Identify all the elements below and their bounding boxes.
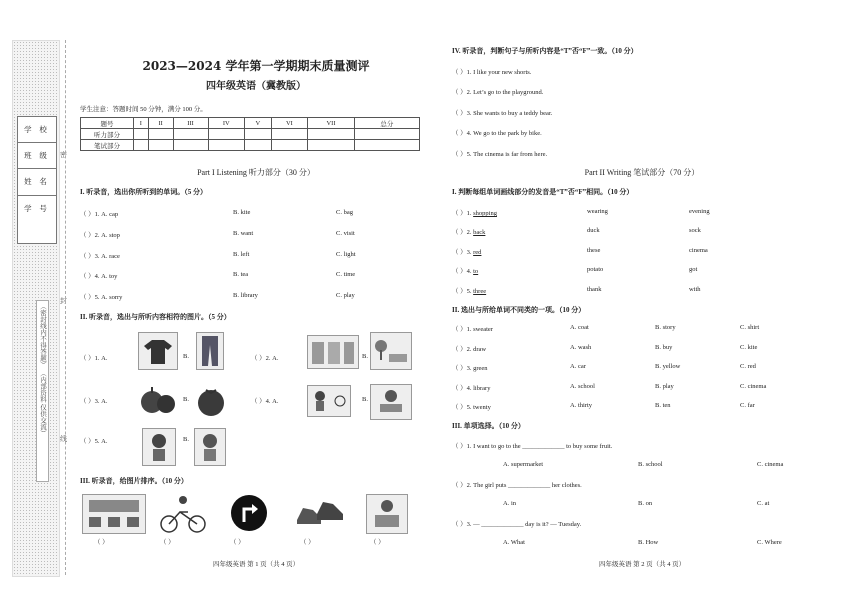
seal-char-3: 线 xyxy=(60,435,67,443)
s2-q3-b: B. xyxy=(183,396,189,403)
s1-item-3-b: B. left xyxy=(233,251,250,258)
score-header-cell: II xyxy=(148,118,173,129)
s7-q1-c: C. cinema xyxy=(757,461,784,468)
tomatoes-image xyxy=(194,384,228,418)
park-icon xyxy=(373,336,409,366)
s5-num: （ ）2. xyxy=(452,229,474,236)
boy-eating-image xyxy=(194,428,226,466)
girl-icon xyxy=(145,431,173,463)
seal-char-1: 密 xyxy=(60,151,67,159)
s4-item-4: （ ）4. We go to the park by bike. xyxy=(452,130,542,137)
reading-icon xyxy=(374,387,408,417)
shelves-icon xyxy=(310,338,356,366)
s5-word-a: shopping xyxy=(473,210,497,217)
trousers-icon xyxy=(201,335,219,367)
score-row-label: 笔试部分 xyxy=(81,140,134,151)
s5-item-5 xyxy=(452,286,486,295)
s1-item-4: （ ）4. A. toy xyxy=(80,273,118,280)
s6-item-3-b: B. yellow xyxy=(655,363,681,370)
trousers-image xyxy=(196,332,224,370)
s1-item-1-c: C. bag xyxy=(336,209,353,216)
s3-blank-4: （ ） xyxy=(300,539,315,546)
student-id-field: 学 号 xyxy=(24,203,50,213)
score-header-cell: I xyxy=(134,118,149,129)
s7-q3: （ ）3. — _____________ day is it? — Tuesday. xyxy=(452,521,582,528)
s4-item-3: （ ）3. She wants to buy a teddy bear. xyxy=(452,110,553,117)
s1-item-2-c: C. visit xyxy=(336,230,355,237)
seal-note-text: （密封线内不得答题） xyxy=(39,303,46,368)
s6-item-2-a: A. wash xyxy=(570,344,592,351)
s5-item-1-b: wearing xyxy=(587,208,608,215)
s6-item-5-b: B. ten xyxy=(655,402,671,409)
s6-item-4: （ ）4. library xyxy=(452,385,491,392)
section1-title: I. 听录音，选出你所听到的单词。（5 分） xyxy=(80,188,207,196)
seal-line xyxy=(65,40,67,575)
s2-q1: （ ）1. A. xyxy=(80,355,108,362)
boy-icon xyxy=(197,431,223,463)
s1-item-1: （ ）1. A. cap xyxy=(80,211,119,218)
s6-item-3: （ ）3. green xyxy=(452,365,488,372)
part1-heading: Part I Listening 听力部分（30 分） xyxy=(197,168,315,177)
section6-title: II. 选出与所给单词不同类的一项。（10 分） xyxy=(452,306,586,314)
apple-icon xyxy=(138,384,178,416)
section2-title: II. 听录音，选出与所听内容相符的图片。（5 分） xyxy=(80,313,231,321)
s6-item-5-c: C. far xyxy=(740,402,755,409)
s5-item-2 xyxy=(452,227,485,236)
s7-q3-b: B. How xyxy=(638,539,659,546)
school-field: 学 校 xyxy=(18,117,56,143)
s6-item-4-a: A. school xyxy=(570,383,595,390)
section4-title: IV. 听录音，判断句子与所听内容是“T”否“F”一致。（10 分） xyxy=(452,47,638,55)
s2-q1-b: B. xyxy=(183,353,189,360)
s7-q1: （ ）1. I want to go to the _____________ to buy some fruit. xyxy=(452,443,613,450)
s5-item-3-c: cinema xyxy=(689,247,708,254)
s3-blank-3: （ ） xyxy=(230,539,245,546)
s5-word-a: red xyxy=(473,249,482,256)
s5-num: （ ）4. xyxy=(452,268,474,275)
seal-char-2: 封 xyxy=(60,297,67,305)
s5-item-2-b: duck xyxy=(587,227,600,234)
s5-num: （ ）1. xyxy=(452,210,474,217)
s5-item-3-b: these xyxy=(587,247,601,254)
turn-right-sign-image xyxy=(230,494,268,532)
score-header-cell: V xyxy=(245,118,272,129)
s1-item-5-c: C. play xyxy=(336,292,355,299)
score-header-cell: IV xyxy=(208,118,245,129)
score-header-cell: VI xyxy=(271,118,308,129)
section7-title: III. 单项选择。（10 分） xyxy=(452,422,525,430)
class-field: 班 级 xyxy=(18,143,56,169)
s5-word-a: to xyxy=(473,268,479,275)
s1-item-3-c: C. light xyxy=(336,251,356,258)
boy-book-image xyxy=(366,494,408,534)
s5-word-a: back xyxy=(473,229,486,236)
sweater-icon xyxy=(143,336,173,366)
s6-item-1: （ ）1. sweater xyxy=(452,326,493,333)
s6-item-5-a: A. thirty xyxy=(570,402,593,409)
s6-item-2: （ ）2. draw xyxy=(452,346,487,353)
student-info-box xyxy=(17,116,57,244)
s7-q1-a: A. supermarket xyxy=(503,461,544,468)
apples-image xyxy=(138,384,178,416)
s7-q2: （ ）2. The girl puts _____________ her clothes. xyxy=(452,482,582,489)
s1-item-5: （ ）5. A. sorry xyxy=(80,294,123,301)
part2-heading: Part II Writing 笔试部分（70 分） xyxy=(584,168,700,177)
score-header-cell: III xyxy=(173,118,208,129)
s1-item-2-b: B. want xyxy=(233,230,254,237)
s3-blank-2: （ ） xyxy=(160,539,175,546)
book-icon xyxy=(370,497,404,531)
park-image xyxy=(370,332,412,370)
s6-item-4-c: C. cinema xyxy=(740,383,767,390)
s6-item-2-b: B. buy xyxy=(655,344,673,351)
s5-item-5-b: thank xyxy=(587,286,602,293)
s2-q5-b: B. xyxy=(183,436,189,443)
s4-item-1: （ ）1. I like your new shorts. xyxy=(452,69,532,76)
turn-right-icon xyxy=(230,494,268,532)
s1-item-2: （ ）2. A. stop xyxy=(80,232,120,239)
s3-blank-5: （ ） xyxy=(370,539,385,546)
girl-eating-image xyxy=(142,428,176,466)
boy-reading-image xyxy=(370,384,412,420)
score-header-cell: 题号 xyxy=(81,118,134,129)
s5-item-1 xyxy=(452,208,497,217)
page-title: 2023—2024 学年第一学期期末质量测评 xyxy=(142,59,370,73)
s5-item-4-b: potato xyxy=(587,266,604,273)
s3-blank-1: （ ） xyxy=(94,539,109,546)
score-header-cell: 总分 xyxy=(354,118,419,129)
s7-q3-c: C. Where xyxy=(757,539,782,546)
shoes-image xyxy=(295,496,345,530)
s1-item-5-b: B. library xyxy=(233,292,258,299)
s5-item-1-c: evening xyxy=(689,208,710,215)
section5-title: I. 判断每组单词画线部分的发音是“T”否“F”相同。（10 分） xyxy=(452,188,634,196)
s6-item-2-c: C. kite xyxy=(740,344,758,351)
cycling-image xyxy=(158,492,208,534)
score-table xyxy=(80,117,420,151)
section3-title: III. 听录音，给图片排序。（10 分） xyxy=(80,477,188,485)
s7-q2-a: A. in xyxy=(503,500,516,507)
bike-icon xyxy=(158,492,208,534)
s2-q2-b: B. xyxy=(362,353,368,360)
s2-q2: （ ）2. A. xyxy=(251,355,279,362)
s7-q1-b: B. school xyxy=(638,461,663,468)
s6-item-3-c: C. red xyxy=(740,363,756,370)
s1-item-3: （ ）3. A. race xyxy=(80,253,120,260)
s5-item-2-c: sock xyxy=(689,227,701,234)
s6-item-1-a: A. coat xyxy=(570,324,589,331)
s2-q4: （ ）4. A. xyxy=(251,398,279,405)
s2-q4-b: B. xyxy=(362,396,368,403)
s5-num: （ ）5. xyxy=(452,288,474,295)
s5-word-a: three xyxy=(473,288,487,295)
s5-num: （ ）3. xyxy=(452,249,474,256)
s4-item-2: （ ）2. Let’s go to the playground. xyxy=(452,89,544,96)
s4-item-5: （ ）5. The cinema is far from here. xyxy=(452,151,548,158)
s6-item-5: （ ）5. twenty xyxy=(452,404,491,411)
s7-q3-a: A. What xyxy=(503,539,525,546)
s1-item-4-b: B. tea xyxy=(233,271,249,278)
seal-note xyxy=(36,300,49,482)
page-subtitle: 四年级英语（冀教版） xyxy=(206,81,306,92)
classroom-image xyxy=(82,494,146,534)
s5-item-5-c: with xyxy=(689,286,701,293)
s6-item-1-b: B. story xyxy=(655,324,676,331)
s5-item-4-c: got xyxy=(689,266,698,273)
s5-item-4 xyxy=(452,266,478,275)
s2-q3: （ ）3. A. xyxy=(80,398,108,405)
boy-sign-icon xyxy=(310,388,348,414)
s1-item-4-c: C. time xyxy=(336,271,356,278)
classroom-icon xyxy=(85,497,143,531)
tomato-icon xyxy=(194,384,228,418)
score-header-cell: VII xyxy=(308,118,355,129)
s5-item-3 xyxy=(452,247,481,256)
s2-q5: （ ）5. A. xyxy=(80,438,108,445)
s6-item-3-a: A. car xyxy=(570,363,586,370)
name-field: 姓 名 xyxy=(18,169,56,195)
s7-q2-b: B. on xyxy=(638,500,653,507)
score-row-label: 听力部分 xyxy=(81,129,134,140)
page2-footer: 四年级英语 第 2 页（共 4 页） xyxy=(598,561,686,568)
internal-note-text: （内部资料 仅供交流） xyxy=(39,369,46,437)
page1-footer: 四年级英语 第 1 页（共 4 页） xyxy=(212,561,300,568)
notice: 学生注意：答题时间 50 分钟，满分 100 分。 xyxy=(80,106,207,113)
supermarket-image xyxy=(307,335,359,369)
shoes-icon xyxy=(295,496,345,530)
boy-pointing-image xyxy=(307,385,351,417)
s6-item-1-c: C. shirt xyxy=(740,324,760,331)
s6-item-4-b: B. play xyxy=(655,383,674,390)
sweater-image xyxy=(138,332,178,370)
s1-item-1-b: B. kite xyxy=(233,209,251,216)
s7-q2-c: C. at xyxy=(757,500,770,507)
